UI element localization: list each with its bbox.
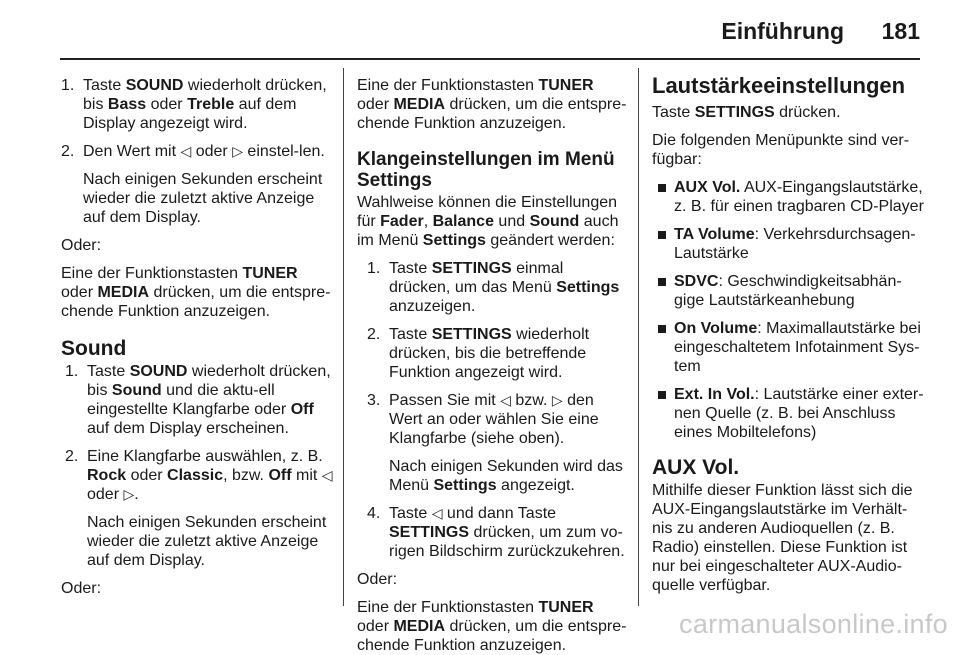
bullet-item: TA Volume: Verkehrsdurchsagen-Lautstärke xyxy=(652,225,924,263)
list-note: Nach einigen Sekunden erscheint wieder die zuletzt aktive Anzeige auf dem Display. xyxy=(83,171,323,226)
list-item: 2. Den Wert mit ◁ oder ▷ einstel-len. xyxy=(61,143,325,160)
list-item: 1. Taste SOUND wiederholt drücken, bis Sound und die aktu-ell eingestellte Klangfarbe oder Off auf dem Display erscheinen. xyxy=(65,363,331,437)
section-heading-aux-vol: AUX Vol. xyxy=(652,456,740,479)
paragraph: Eine der Funktionstasten TUNER oder MEDIA drücken, um die entspre-chende Funktion anzuzeigen. xyxy=(61,265,331,320)
bullet-icon xyxy=(658,278,666,286)
list-item: 1. Taste SOUND wiederholt drücken, bis Bass oder Treble auf dem Display angezeigt wird. xyxy=(61,77,327,132)
paragraph: Die folgenden Menüpunkte sind ver-fügbar: xyxy=(652,132,910,168)
triangle-right-icon: ▷ xyxy=(123,486,135,502)
bullet-item: AUX Vol. AUX-Eingangslautstärke, z. B. für einen tragbaren CD-Player xyxy=(652,178,924,216)
column-divider-1 xyxy=(343,68,344,606)
list-item: 2. Eine Klangfarbe auswählen, z. B. Rock oder Classic, bzw. Off mit ◁ oder ▷. xyxy=(65,448,333,503)
triangle-right-icon: ▷ xyxy=(232,143,243,159)
triangle-right-icon: ▷ xyxy=(551,392,563,408)
watermark: carmanualsonline.info xyxy=(679,609,948,639)
paragraph: Taste SETTINGS drücken. xyxy=(652,104,841,121)
list-note: Nach einigen Sekunden wird das Menü Settings angezeigt. xyxy=(389,458,623,494)
column-1 xyxy=(61,76,333,598)
bullet-item: SDVC: Geschwindigkeitsabhän-gige Lautstärkeanhebung xyxy=(652,272,924,310)
section-heading-lautstaerke: Lautstärkeeinstellungen xyxy=(652,73,906,98)
bullet-icon xyxy=(658,184,666,192)
triangle-left-icon: ◁ xyxy=(500,392,511,408)
triangle-left-icon: ◁ xyxy=(431,505,443,521)
bullet-icon xyxy=(658,231,666,239)
paragraph: Oder: xyxy=(61,580,102,597)
bullet-icon xyxy=(658,391,666,399)
column-divider-2 xyxy=(638,68,639,606)
section-heading-sound: Sound xyxy=(61,337,127,360)
header-rule xyxy=(60,58,920,60)
list-item: 4. Taste ◁ und dann Taste SETTINGS drücken, um zum vo-rigen Bildschirm zurückzukehren. xyxy=(367,505,625,560)
list-item: 3. Passen Sie mit ◁ bzw. ▷ den Wert an oder wählen Sie eine Klangfarbe (siehe oben). xyxy=(367,392,599,447)
list-note: Nach einigen Sekunden erscheint wieder die zuletzt aktive Anzeige auf dem Display. xyxy=(87,514,327,569)
paragraph: Oder: xyxy=(357,571,398,588)
list-item: 2. Taste SETTINGS wiederholt drücken, bis die betreffende Funktion angezeigt wird. xyxy=(367,326,590,381)
bullet-item: Ext. In Vol.: Lautstärke einer exter-nen Quelle (z. B. bei Anschluss eines Mobiltelefons) xyxy=(652,385,924,442)
header-title: Einführung xyxy=(721,18,844,44)
triangle-left-icon: ◁ xyxy=(321,467,333,483)
page-header xyxy=(0,0,960,60)
bullet-item: On Volume: Maximallautstärke bei eingeschaltetem Infotainment Sys-tem xyxy=(652,319,924,376)
paragraph: Wahlweise können die Einstellungen für Fader, Balance und Sound auch im Menü Settings geändert werden: xyxy=(357,194,619,249)
column-2 xyxy=(357,76,629,655)
paragraph: Eine der Funktionstasten TUNER oder MEDIA drücken, um die entspre-chende Funktion anzuzeigen. xyxy=(357,77,627,132)
paragraph: Mithilfe dieser Funktion lässt sich die AUX-Eingangslautstärke im Verhält-nis zu anderen Audioquellen (z. B. Radio) einstellen. Diese Funktion ist nur bei eingeschalteter AUX-Audio-quelle verfügbar. xyxy=(652,482,913,594)
paragraph: Oder: xyxy=(61,237,102,254)
page-number: 181 xyxy=(881,18,920,44)
bullet-icon xyxy=(658,325,666,333)
triangle-left-icon: ◁ xyxy=(180,143,192,159)
paragraph: Eine der Funktionstasten TUNER oder MEDIA drücken, um die entspre-chende Funktion anzuzeigen. xyxy=(357,599,627,654)
column-3 xyxy=(652,74,924,595)
section-heading-klangeinstellungen: Klangeinstellungen im Menü Settings xyxy=(357,149,615,191)
list-item: 1. Taste SETTINGS einmal drücken, um das Menü Settings anzuzeigen. xyxy=(367,260,620,315)
